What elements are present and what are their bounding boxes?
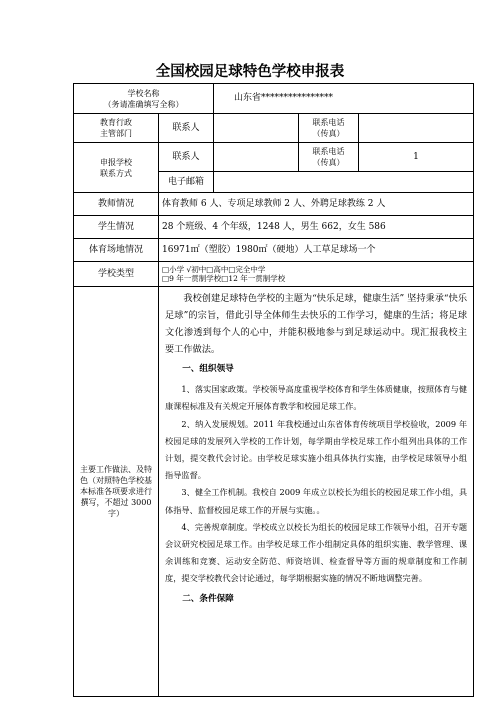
school-type-row xyxy=(74,262,474,287)
venue-row xyxy=(74,239,474,262)
school-name-label-cell xyxy=(74,84,214,114)
applicant-label-line1: 申报学校 xyxy=(100,157,132,167)
school-name-label: 学校名称 xyxy=(127,88,160,98)
students-value: 28 个班级、4 个年级，1248 人，男生 662，女生 586 xyxy=(159,216,474,239)
school-type-options-line2: □9 年一贯制学校□12 年一贯制学校 xyxy=(162,274,286,283)
authority-label-cell xyxy=(74,114,159,143)
venue-value: 16971㎡（塑胶）1980㎡（硬地）人工草足球场一个 xyxy=(159,239,474,262)
authority-phone-label: 联系电话 xyxy=(312,118,345,127)
authority-label-line2: 主管部门 xyxy=(100,129,132,138)
work-description-row xyxy=(74,287,474,697)
authority-contact-value xyxy=(214,114,299,143)
venue-label: 体育场地情况 xyxy=(74,239,159,262)
work-description-label-cell xyxy=(74,287,159,697)
work-description-label: 主要工作做法、及特色（对照特色学校基本标准各项要求进行撰写，不超过 3000 字） xyxy=(80,465,152,518)
school-type-value-cell xyxy=(159,262,474,287)
applicant-contact-value xyxy=(214,143,299,172)
teachers-value: 体育教师 6 人、专项足球教师 2 人、外聘足球教练 2 人 xyxy=(159,193,474,216)
paragraph-1: 1、落实国家政策。学校领导高度重视学校体育和学生体质健康，按照体育与健康课程标准及有关规定开展体育教学和校园足球工作。 xyxy=(165,384,468,412)
applicant-phone-label: 联系电话 xyxy=(312,147,345,156)
teachers-label: 教师情况 xyxy=(74,193,159,216)
work-description-content xyxy=(159,287,474,697)
teachers-row xyxy=(74,193,474,216)
school-name-note: （务请准确填写全称） xyxy=(103,99,184,109)
authority-phone-value xyxy=(359,114,474,143)
authority-label-line1: 教育行政 xyxy=(100,118,132,127)
applicant-phone-label-cell xyxy=(299,143,359,172)
applicant-fax-label: （传真） xyxy=(312,158,345,167)
email-label: 电子邮箱 xyxy=(159,172,214,193)
form-title: 全国校园足球特色学校申报表 xyxy=(155,64,345,80)
section2-heading: 二、条件保障 xyxy=(182,593,234,604)
authority-row xyxy=(74,114,474,143)
paragraph-3: 3、健全工作机制。我校自 2009 年成立以校长为组长的校园足球工作小组，具体指导、监督校园足球工作的开展与实施。。 xyxy=(165,487,468,515)
school-type-label: 学校类型 xyxy=(74,262,159,287)
applicant-phone-value: 1 xyxy=(359,143,474,172)
applicant-contact-label: 联系人 xyxy=(159,143,214,172)
applicant-label-cell xyxy=(74,143,159,193)
students-label: 学生情况 xyxy=(74,216,159,239)
school-name-value-cell xyxy=(214,84,474,114)
authority-contact-label: 联系人 xyxy=(159,114,214,143)
authority-fax-label: （传真） xyxy=(312,129,345,138)
intro-paragraph: 我校创建足球特色学校的主题为“快乐足球，健康生活” 坚持秉承“快乐足球”的宗旨，借此引导全体师生去快乐的工作学习，健康的生活；将足球文化渗透到每个人的心中，并能积极地参与到足球运动中。现汇报我校主要工作做法。 xyxy=(165,293,468,355)
paragraph-4: 4、完善规章制度。学校成立以校长为组长的校园足球工作领导小组，召开专题会议研究校园足球工作。由学校足球工作小组制定具体的组织实施、教学管理、课余训练和竞赛、运动安全防范、师资培训、检查督导等方面的规章制度和工作制度，提交学校教代会讨论通过，每学期根据实施的情况不断地调整完善。 xyxy=(165,521,468,584)
school-type-options-line1: □小学 √初中□高中□完全中学 xyxy=(162,265,266,274)
authority-phone-label-cell xyxy=(299,114,359,143)
email-value xyxy=(214,172,474,193)
applicant-label-line2: 联系方式 xyxy=(100,168,132,178)
section1-heading: 一、组织领导 xyxy=(182,364,234,374)
application-form-table xyxy=(73,83,474,697)
students-row xyxy=(74,216,474,239)
applicant-contact-row xyxy=(74,143,474,172)
school-name-row xyxy=(74,84,474,114)
school-name-value: 山东省**************** xyxy=(234,93,334,103)
paragraph-2: 2、纳入发展规划。2011 年我校通过山东省体育传统项目学校验收，2009 年校园足球的发展列入学校的工作计划，每学期由学校足球工作小组列出具体的工作计划，提交教代会讨论。由学校足球实施小组具体执行实施，由学校足球领导小组指导监督。 xyxy=(165,418,468,481)
